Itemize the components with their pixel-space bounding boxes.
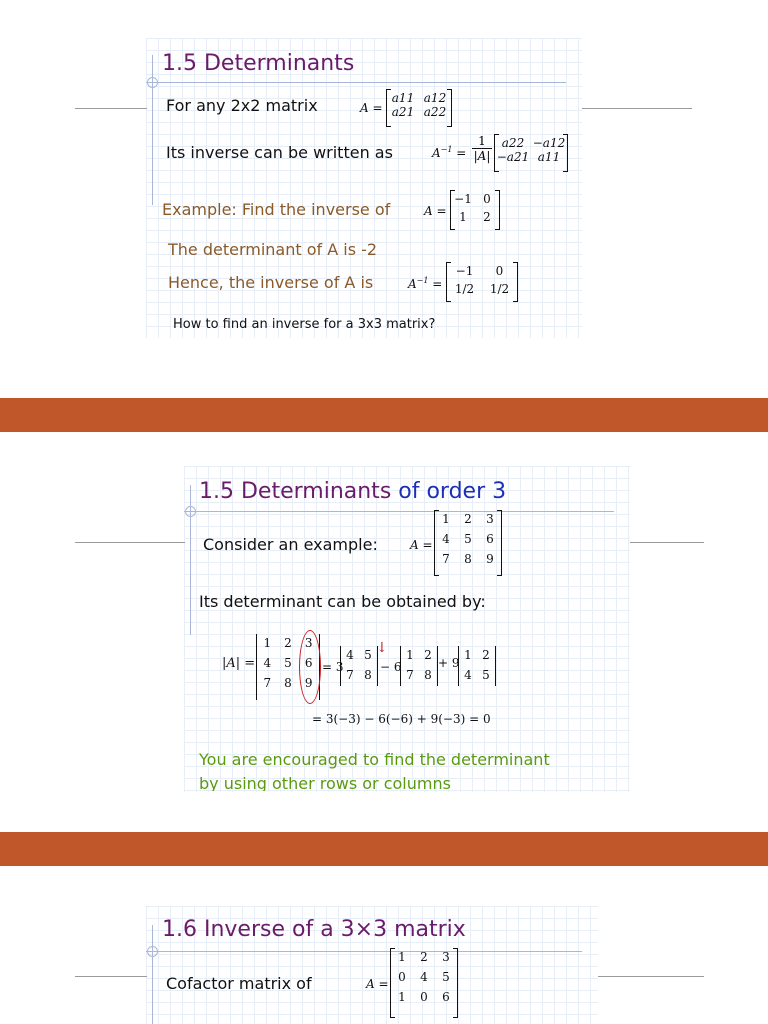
title-suffix: of order 3 bbox=[391, 479, 507, 504]
cell: 1 bbox=[406, 648, 414, 662]
cell: −1 bbox=[455, 264, 474, 278]
matrix-A-3x3 bbox=[390, 948, 458, 1018]
cell: 9 bbox=[486, 552, 494, 566]
title-prefix: 1.5 Determinants bbox=[199, 479, 392, 504]
minor-2 bbox=[400, 646, 438, 686]
cell: 4 bbox=[346, 648, 354, 662]
cell: 3 bbox=[304, 636, 313, 650]
slide-3-horizontal-rule bbox=[146, 951, 582, 952]
cell: 4 bbox=[442, 532, 450, 546]
text-question-3x3: How to find an inverse for a 3x3 matrix? bbox=[173, 317, 436, 332]
page-title bbox=[199, 479, 506, 504]
divider-right bbox=[630, 542, 704, 543]
text-cofactor-matrix: Cofactor matrix of bbox=[166, 974, 312, 993]
cell: 0 bbox=[483, 192, 491, 206]
page-title: 1.5 Determinants bbox=[162, 51, 355, 76]
slide-3-vertical-rule bbox=[152, 925, 153, 1024]
cell: 3 bbox=[486, 512, 494, 526]
label-A: A = bbox=[410, 538, 433, 552]
label-A: A = bbox=[366, 977, 389, 991]
highlight-column-oval bbox=[299, 630, 321, 704]
cell: 5 bbox=[442, 970, 450, 984]
cell: 5 bbox=[464, 532, 472, 546]
cell: −a21 bbox=[496, 150, 530, 164]
cell: 5 bbox=[482, 668, 490, 682]
section-separator-band bbox=[0, 398, 768, 432]
text-consider-example: Consider an example: bbox=[203, 535, 378, 554]
cell: 5 bbox=[364, 648, 372, 662]
coefficient-9: + 9 bbox=[438, 656, 460, 670]
cell: −a12 bbox=[532, 136, 566, 150]
slide-2-background bbox=[184, 466, 630, 792]
text-encourage-line-2: by using other rows or columns bbox=[199, 774, 451, 791]
cell: 7 bbox=[406, 668, 414, 682]
cell: 1 bbox=[464, 648, 472, 662]
fraction-one-over-det: $\frac{1}{|A|}$ bbox=[473, 134, 491, 163]
cell: 8 bbox=[424, 668, 432, 682]
cell: 1 bbox=[398, 990, 406, 1004]
cell: 7 bbox=[442, 552, 450, 566]
coefficient-3: = 3 bbox=[322, 660, 344, 674]
cell: 1 bbox=[263, 636, 272, 650]
label-A: A = bbox=[360, 101, 383, 115]
cell: 8 bbox=[464, 552, 472, 566]
cell: 6 bbox=[486, 532, 494, 546]
cell: 0 bbox=[398, 970, 406, 984]
cell: 2 bbox=[483, 210, 491, 224]
label-A-example: A = bbox=[424, 204, 447, 218]
cell: 1 bbox=[459, 210, 467, 224]
cell: 4 bbox=[464, 668, 472, 682]
cell: 1 bbox=[398, 950, 406, 964]
crosshair-mark bbox=[147, 77, 158, 88]
divider-left bbox=[75, 976, 147, 977]
cell: 8 bbox=[364, 668, 372, 682]
divider-left bbox=[75, 108, 147, 109]
coefficient-6: − 6 bbox=[380, 660, 402, 674]
cell: a11 bbox=[391, 91, 415, 105]
text-example: Example: Find the inverse of bbox=[162, 200, 391, 219]
cell: 6 bbox=[304, 656, 313, 670]
cell: 3 bbox=[442, 950, 450, 964]
cell: 1 bbox=[442, 512, 450, 526]
cell: 4 bbox=[420, 970, 428, 984]
page-title: 1.6 Inverse of a 3×3 matrix bbox=[162, 917, 466, 942]
cell: 2 bbox=[424, 648, 432, 662]
label-A-inverse: $A^{-1}$ = bbox=[432, 145, 467, 160]
cell: 7 bbox=[263, 676, 272, 690]
cell: a22 bbox=[501, 136, 525, 150]
text-hence-inverse: Hence, the inverse of A is bbox=[168, 273, 374, 292]
cell: 8 bbox=[284, 676, 292, 690]
divider-right bbox=[582, 108, 692, 109]
slide-1-horizontal-rule bbox=[146, 82, 566, 83]
cell: 7 bbox=[346, 668, 354, 682]
cell: 0 bbox=[495, 264, 504, 278]
cell: 5 bbox=[284, 656, 292, 670]
text-encourage-line-1: You are encouraged to find the determinant bbox=[199, 750, 550, 769]
slide-2-horizontal-rule bbox=[184, 511, 614, 512]
cell: −1 bbox=[454, 192, 472, 206]
cell: 9 bbox=[304, 676, 313, 690]
matrix-inverse-general bbox=[494, 134, 568, 172]
matrix-A-example bbox=[450, 190, 500, 230]
minor-1 bbox=[340, 646, 378, 686]
text-determinant-obtained: Its determinant can be obtained by: bbox=[199, 592, 486, 611]
cell: 1/2 bbox=[454, 282, 475, 296]
cell: 4 bbox=[263, 656, 272, 670]
cell: 0 bbox=[420, 990, 428, 1004]
cell: a12 bbox=[423, 91, 447, 105]
crosshair-mark bbox=[185, 506, 196, 517]
cell: 2 bbox=[284, 636, 292, 650]
crosshair-mark bbox=[147, 946, 158, 957]
result-expression: = 3(−3) − 6(−6) + 9(−3) = 0 bbox=[312, 712, 491, 726]
label-det-A: |A| = bbox=[222, 656, 256, 671]
label-A-inverse-example: $A^{-1}$ = bbox=[408, 276, 443, 291]
matrix-A-general bbox=[386, 89, 452, 127]
section-separator-band bbox=[0, 832, 768, 866]
minor-3 bbox=[458, 646, 496, 686]
text-2x2-matrix: For any 2x2 matrix bbox=[166, 96, 318, 115]
cell: a22 bbox=[423, 105, 447, 119]
matrix-inverse-example bbox=[446, 262, 518, 302]
text-inverse-written: Its inverse can be written as bbox=[166, 143, 393, 162]
cell: 2 bbox=[464, 512, 472, 526]
divider-right bbox=[598, 976, 704, 977]
cell: 1/2 bbox=[489, 282, 510, 296]
cell: a11 bbox=[537, 150, 561, 164]
cell: 6 bbox=[442, 990, 450, 1004]
cell: 2 bbox=[482, 648, 490, 662]
cell: 2 bbox=[420, 950, 428, 964]
cell: a21 bbox=[391, 105, 415, 119]
down-arrow-icon: ↓ bbox=[376, 640, 388, 656]
matrix-A-3x3 bbox=[434, 510, 502, 576]
text-determinant-value: The determinant of A is -2 bbox=[168, 240, 378, 259]
divider-left bbox=[75, 542, 185, 543]
